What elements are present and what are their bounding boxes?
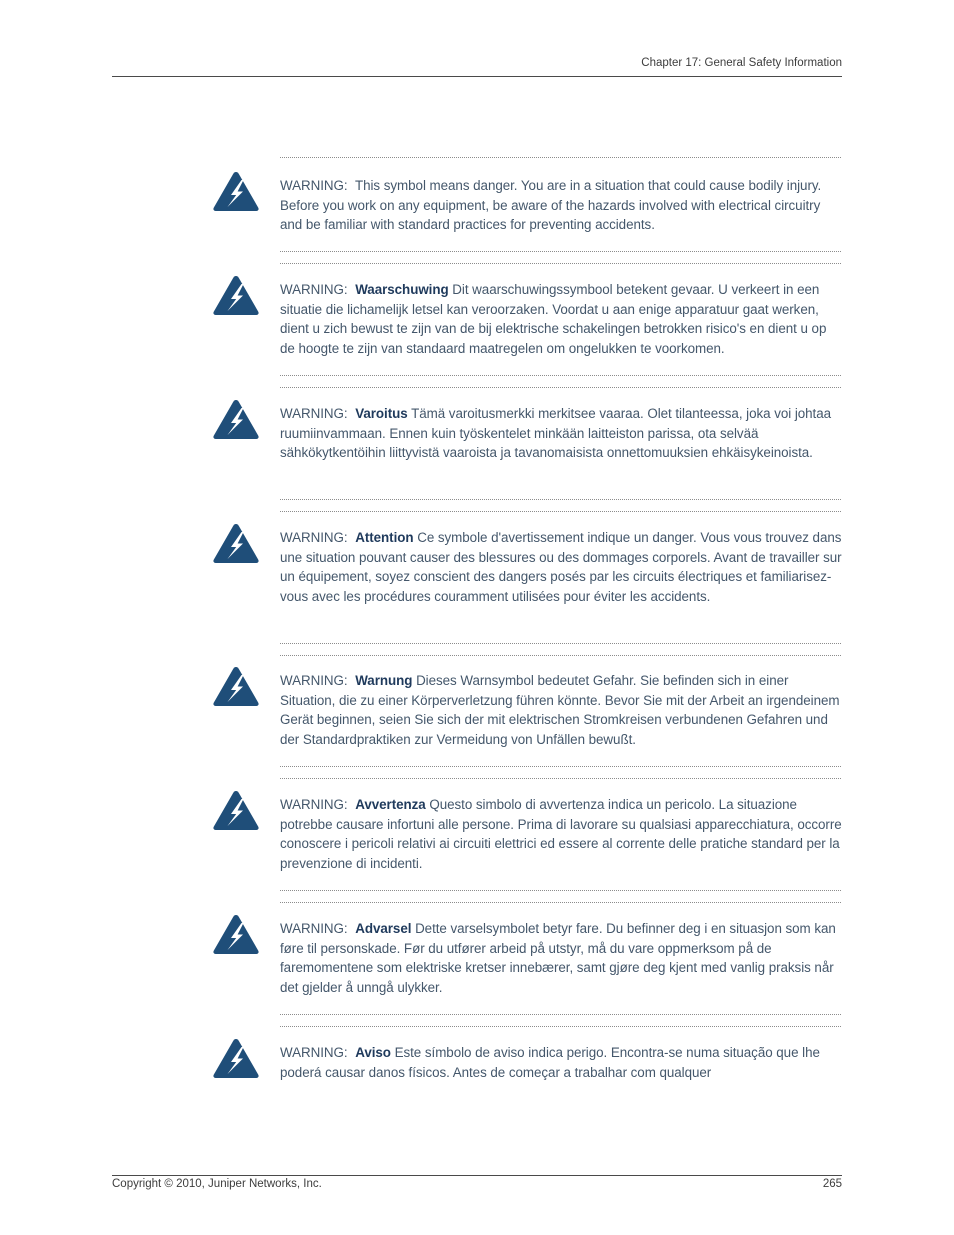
warning-body-text: Ce symbole d'avertissement indique un danger. Vous vous trouvez dans une situation pouvant causer des blessures ou des dommages corporels. Avant de travailler sur un équipement, soyez conscient des dangers posés par les circuits électriques et familiarisez-vous avec les procédures couramment utilisées pour éviter les accidents.	[280, 530, 842, 604]
dotted-separator	[280, 890, 841, 891]
warning-label: WARNING:	[280, 178, 348, 193]
warning-text	[280, 404, 844, 463]
warning-language-heading: Warnung	[355, 673, 413, 688]
warning-text	[280, 280, 844, 358]
warning-label: WARNING:	[280, 406, 348, 421]
warning-language-heading: Varoitus	[355, 406, 408, 421]
warning-label: WARNING:	[280, 797, 348, 812]
warning-body-text: Dit waarschuwingssymbool betekent gevaar. U verkeert in een situatie die lichamelijk letsel kan veroorzaken. Voordat u aan enige apparatuur gaat werken, dient u zich bewust te zijn van de bij elektrische schakelingen betrokken risico's en dient u op de hoogte te zijn van standaard maatregelen om ongelukken te voorkomen.	[280, 282, 827, 356]
chapter-title: Chapter 17: General Safety Information	[641, 57, 842, 69]
warning-triangle-lightning-icon	[212, 273, 260, 317]
warning-body-text: Questo simbolo di avvertenza indica un pericolo. La situazione potrebbe causare infortuni alle persone. Prima di lavorare su qualsiasi apparecchiatura, occorre conoscere i pericoli relativi ai circuiti elettrici ed essere al corrente delle pratiche standard per la prevenzione di incidenti.	[280, 797, 842, 871]
warning-text	[280, 176, 844, 235]
warning-text	[280, 671, 844, 749]
warning-label: WARNING:	[280, 921, 348, 936]
warning-triangle-lightning-icon	[212, 664, 260, 708]
warning-triangle-lightning-icon	[212, 397, 260, 441]
warning-triangle-lightning-icon	[212, 169, 260, 213]
dotted-separator	[280, 387, 841, 388]
dotted-separator	[280, 655, 841, 656]
warning-label: WARNING:	[280, 282, 348, 297]
dotted-separator	[280, 1026, 841, 1027]
dotted-separator	[280, 902, 841, 903]
dotted-separator	[280, 511, 841, 512]
warning-triangle-lightning-icon	[212, 1036, 260, 1080]
warning-language-heading: Advarsel	[355, 921, 412, 936]
warning-language-heading: Aviso	[355, 1045, 391, 1060]
warning-text	[280, 528, 844, 606]
warning-label: WARNING:	[280, 530, 348, 545]
header-rule	[112, 76, 842, 77]
warning-body-text: Tämä varoitusmerkki merkitsee vaaraa. Olet tilanteessa, joka voi johtaa ruumiinvammaan. Ennen kuin työskentelet minkään laitteiston parissa, ota selvää sähkökytkentöihin liittyvistä vaaroista ja tavanomaisista onnettomuuksien ehkäisykeinoista.	[280, 406, 832, 461]
warning-language-heading: Avvertenza	[355, 797, 426, 812]
dotted-separator	[280, 157, 841, 158]
dotted-separator	[280, 375, 841, 376]
warning-text	[280, 1043, 844, 1082]
dotted-separator	[280, 1014, 841, 1015]
warning-label: WARNING:	[280, 673, 348, 688]
copyright-text: Copyright © 2010, Juniper Networks, Inc.	[112, 1178, 322, 1190]
page-number: 265	[822, 1178, 842, 1190]
dotted-separator	[280, 643, 841, 644]
warning-triangle-lightning-icon	[212, 521, 260, 565]
warning-language-heading: Waarschuwing	[355, 282, 449, 297]
warning-body-text: Dette varselsymbolet betyr fare. Du befinner deg i en situasjon som kan føre til personskade. Før du utfører arbeid på utstyr, må du vare oppmerksom på de faremomentene som elektriske kretser innebærer, samt gjøre deg kjent med vanlig praksis når det gjelder å unngå ulykker.	[280, 921, 836, 995]
dotted-separator	[280, 263, 841, 264]
warning-body-text: Este símbolo de aviso indica perigo. Encontra-se numa situação que lhe poderá causar danos físicos. Antes de começar a trabalhar com qualquer	[280, 1045, 820, 1080]
warning-text	[280, 795, 844, 873]
warning-triangle-lightning-icon	[212, 912, 260, 956]
warning-triangle-lightning-icon	[212, 788, 260, 832]
warning-label: WARNING:	[280, 1045, 348, 1060]
dotted-separator	[280, 499, 841, 500]
footer-rule	[112, 1175, 842, 1176]
warning-language-heading: Attention	[355, 530, 414, 545]
warning-body-text: This symbol means danger. You are in a situation that could cause bodily injury. Before you work on any equipment, be aware of the hazards involved with electrical circuitry and be familiar with standard practices for preventing accidents.	[280, 178, 822, 233]
dotted-separator	[280, 766, 841, 767]
warning-text	[280, 919, 844, 997]
dotted-separator	[280, 251, 841, 252]
warning-body-text: Dieses Warnsymbol bedeutet Gefahr. Sie befinden sich in einer Situation, die zu einer Körperverletzung führen könnte. Bevor Sie mit der Arbeit an irgendeinem Gerät beginnen, seien Sie sich der mit elektrischen Stromkreisen verbundenen Gefahren und der Standardpraktiken zur Vermeidung von Unfällen bewußt.	[280, 673, 840, 747]
dotted-separator	[280, 778, 841, 779]
